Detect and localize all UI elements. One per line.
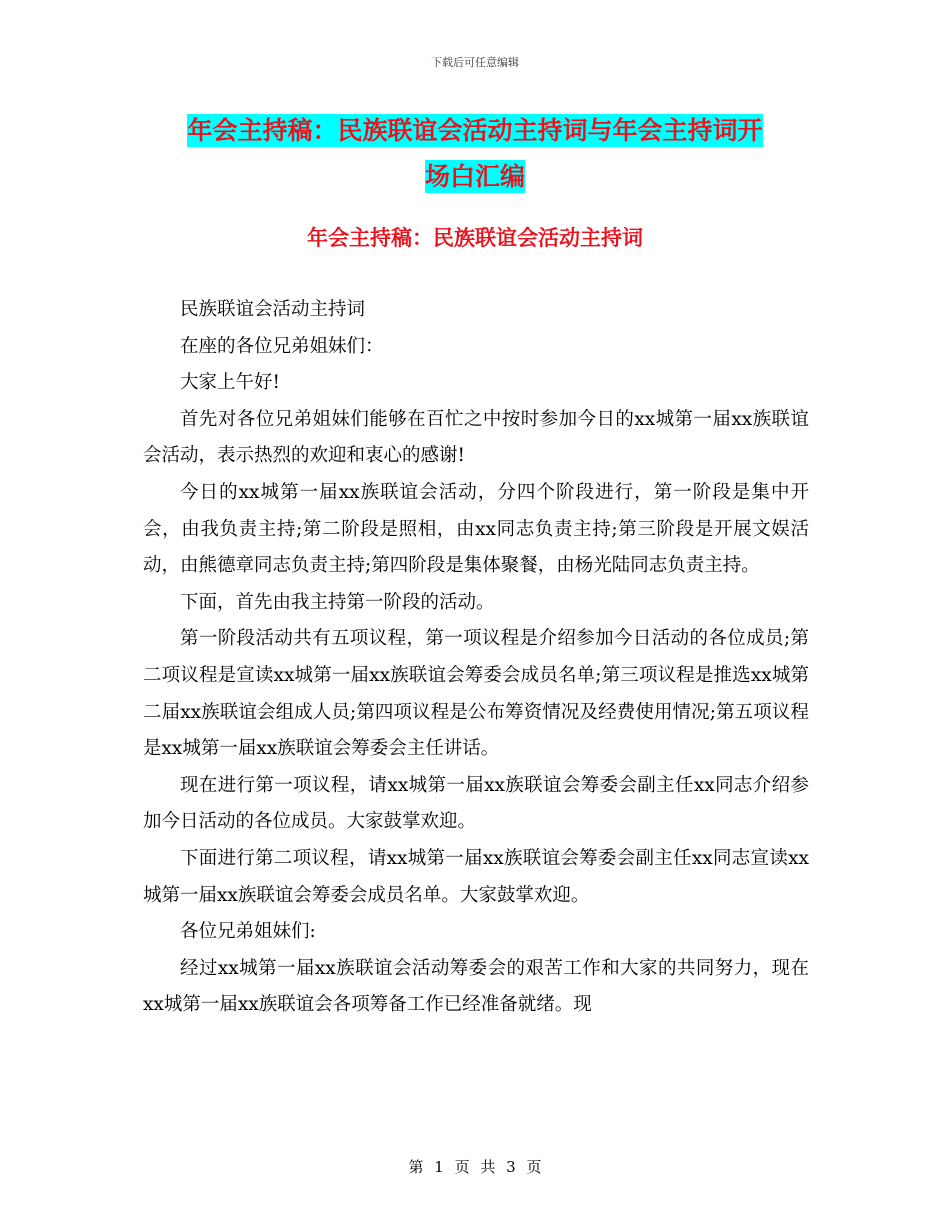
paragraph: 各位兄弟姐妹们:	[180, 921, 316, 943]
page-footer: 第 1 页 共 3 页	[408, 1158, 542, 1176]
header-note: 下载后可任意编辑	[431, 56, 519, 69]
document-body	[143, 292, 809, 1024]
paragraph: 下面进行第二项议程，请xx城第一届xx族联谊会筹委会副主任xx同志宣读xx城第一届xx族联谊会筹委会成员名单。大家鼓掌欢迎。	[143, 847, 809, 906]
document-title	[150, 108, 800, 200]
paragraph: 今日的xx城第一届xx族联谊会活动，分四个阶段进行，第一阶段是集中开会，由我负责主持;第二阶段是照相，由xx同志负责主持;第三阶段是开展文娱活动，由熊德章同志负责主持;第四阶段是集体聚餐，由杨光陆同志负责主持。	[143, 481, 809, 577]
paragraph: 首先对各位兄弟姐妹们能够在百忙之中按时参加今日的xx城第一届xx族联谊会活动，表示热烈的欢迎和衷心的感谢!	[143, 408, 809, 467]
paragraph: 下面，首先由我主持第一阶段的活动。	[180, 591, 495, 613]
paragraph: 民族联谊会活动主持词	[180, 299, 366, 320]
paragraph: 第一阶段活动共有五项议程，第一项议程是介绍参加今日活动的各位成员;第二项议程是宣读xx城第一届xx族联谊会筹委会成员名单;第三项议程是推选xx城第二届xx族联谊会组成人员;第四项议程是公布筹资情况及经费使用情况;第五项议程是xx城第一届xx族联谊会筹委会主任讲话。	[143, 628, 809, 760]
paragraph: 在座的各位兄弟姐妹们：	[180, 335, 384, 357]
section-title: 年会主持稿：民族联谊会活动主持词	[307, 226, 643, 250]
title-line-1: 年会主持稿：民族联谊会活动主持词与年会主持词开	[187, 116, 763, 145]
title-line-2: 场白汇编	[424, 162, 525, 191]
paragraph: 大家上午好!	[180, 372, 280, 394]
paragraph: 现在进行第一项议程，请xx城第一届xx族联谊会筹委会副主任xx同志介绍参加今日活动的各位成员。大家鼓掌欢迎。	[143, 774, 809, 833]
paragraph: 经过xx城第一届xx族联谊会活动筹委会的艰苦工作和大家的共同努力，现在xx城第一届xx族联谊会各项筹备工作已经准备就绪。现	[143, 957, 809, 1016]
